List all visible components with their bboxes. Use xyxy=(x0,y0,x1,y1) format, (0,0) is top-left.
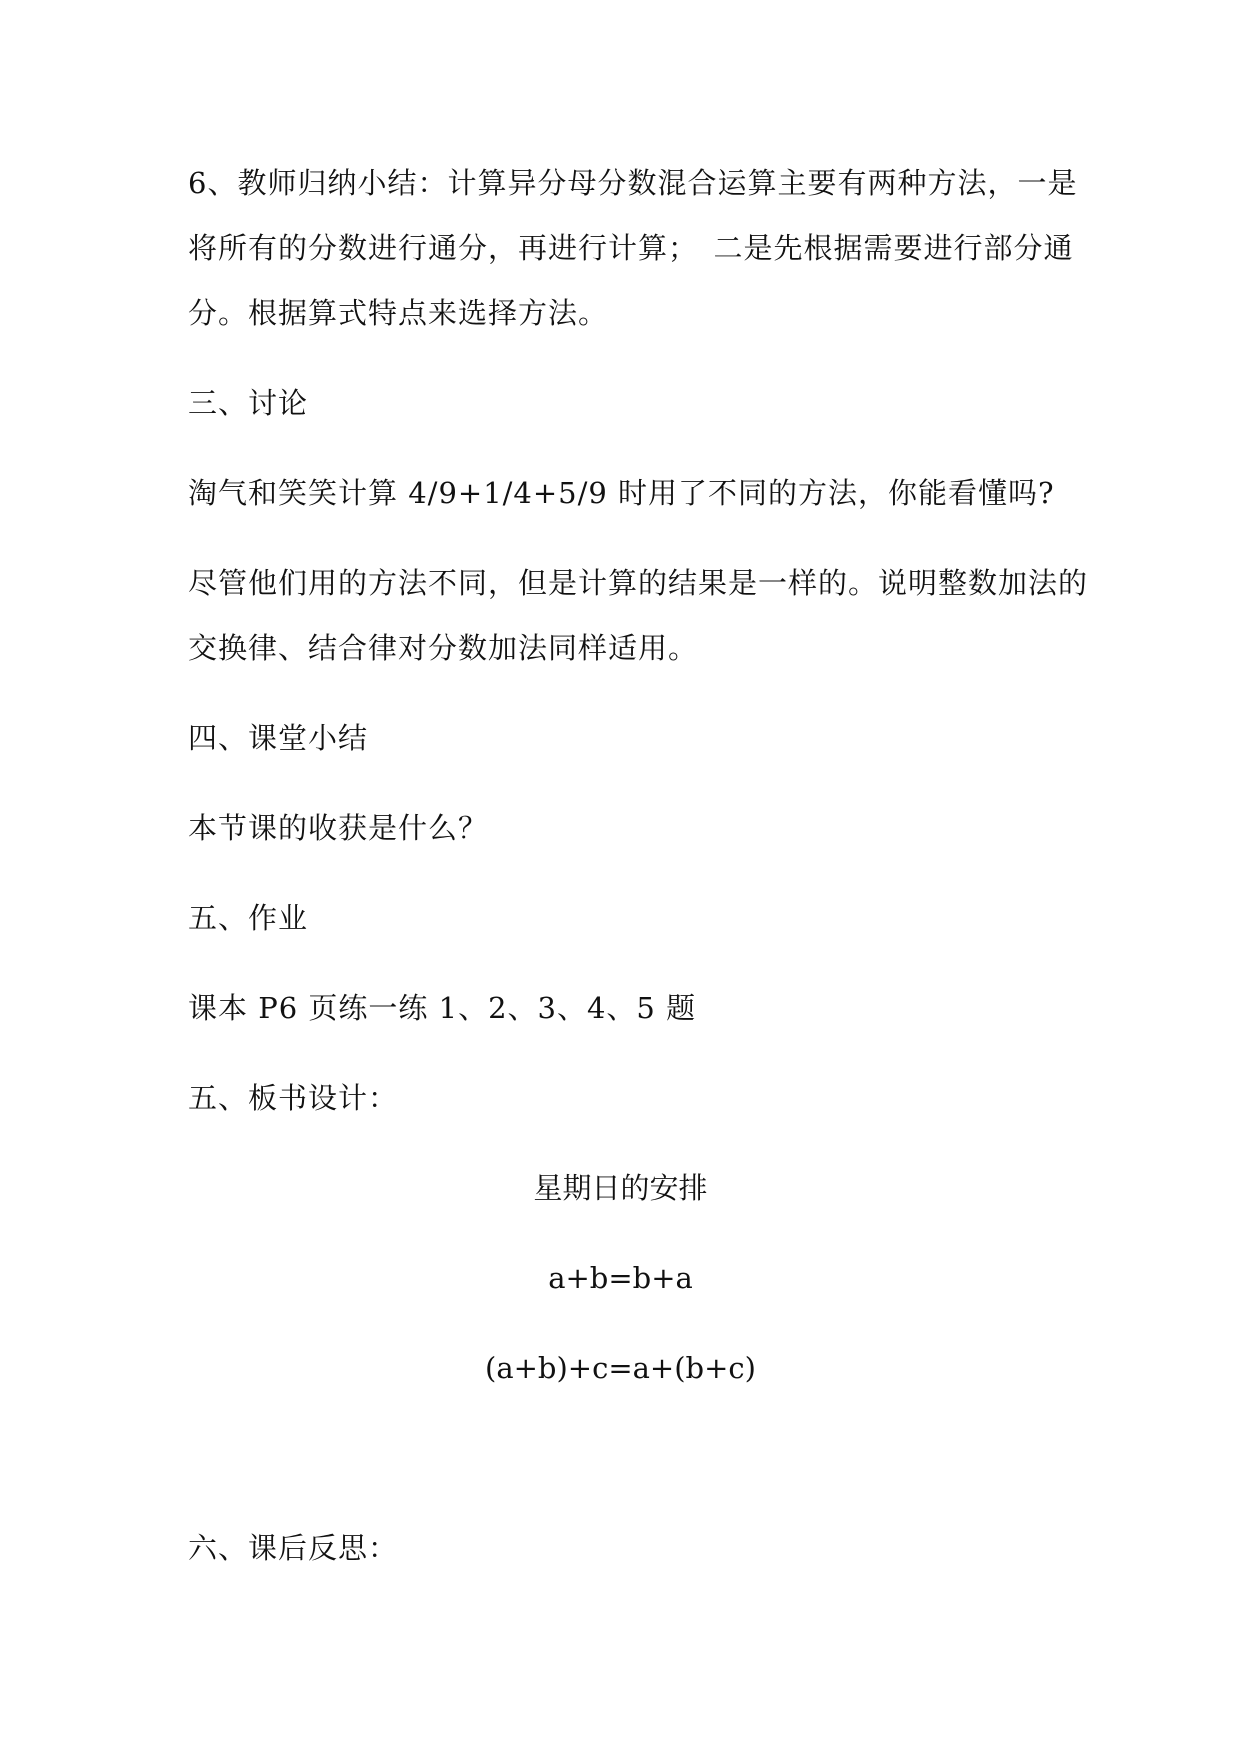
homework-heading: 五、作业 xyxy=(188,901,309,935)
class-summary-question: 本节课的收获是什么？ xyxy=(188,811,489,845)
discussion-heading: 三、讨论 xyxy=(188,386,309,420)
discussion-answer-line-1: 尽管他们用的方法不同，但是计算的结果是一样的。说明整数加法的 xyxy=(188,566,1089,600)
summary-line-2: 将所有的分数进行通分，再进行计算； 二是先根据需要进行部分通 xyxy=(188,231,1074,265)
summary-line-3: 分。根据算式特点来选择方法。 xyxy=(188,296,609,330)
reflection-heading: 六、课后反思： xyxy=(188,1531,399,1565)
board-design-title: 星期日的安排 xyxy=(533,1171,708,1205)
board-design-formula-1: a+b=b+a xyxy=(548,1261,693,1295)
discussion-question: 淘气和笑笑计算 4/9+1/4+5/9 时用了不同的方法，你能看懂吗? xyxy=(188,476,1055,510)
homework-content: 课本 P6 页练一练 1、2、3、4、5 题 xyxy=(188,991,697,1025)
class-summary-heading: 四、课堂小结 xyxy=(188,721,369,755)
summary-line-1: 6、教师归纳小结：计算异分母分数混合运算主要有两种方法，一是 xyxy=(188,166,1078,200)
discussion-answer-line-2: 交换律、结合律对分数加法同样适用。 xyxy=(188,631,699,665)
board-design-heading: 五、板书设计： xyxy=(188,1081,399,1115)
board-design-formula-2: (a+b)+c=a+(b+c) xyxy=(485,1351,756,1385)
